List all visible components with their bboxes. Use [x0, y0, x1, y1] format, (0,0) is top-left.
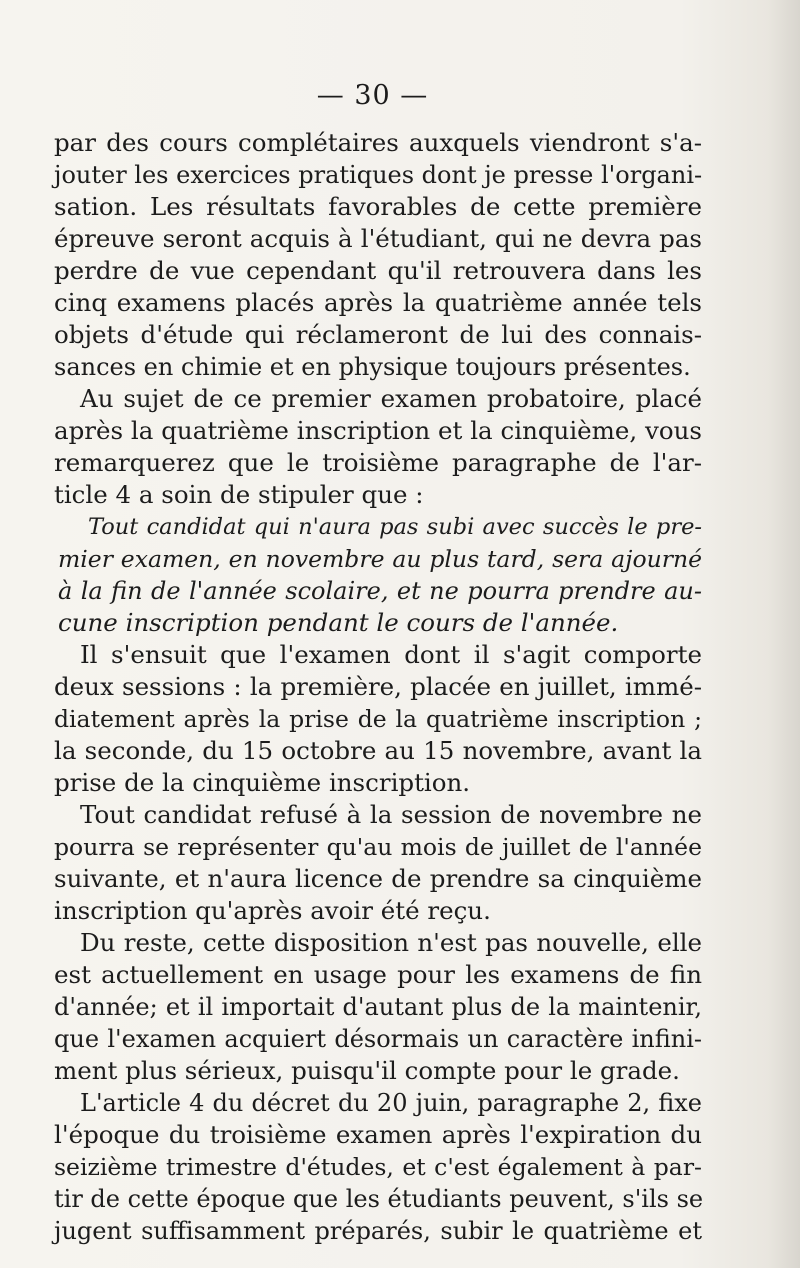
text-line: diatement après la prise de la quatrième inscription ;	[54, 705, 702, 733]
text-line: Au sujet de ce premier examen probatoire, placé	[80, 384, 702, 413]
text-line: est actuellement en usage pour les examens de fin	[54, 960, 702, 989]
text-line: inscription qu'après avoir été reçu.	[54, 896, 491, 925]
text-line: Tout candidat refusé à la session de novembre ne	[80, 800, 702, 829]
text-line: après la quatrième inscription et la cinquième, vous	[54, 416, 702, 445]
text-line: ment plus sérieux, puisqu'il compte pour le grade.	[54, 1056, 680, 1085]
text-line: deux sessions : la première, placée en juillet, immé-	[54, 672, 702, 701]
text-line: par des cours complétaires auxquels viendront s'a-	[54, 128, 702, 157]
text-line: sances en chimie et en physique toujours présentes.	[54, 353, 691, 381]
text-line: jouter les exercices pratiques dont je presse l'organi-	[54, 161, 703, 189]
quoted-line: à la fin de l'année scolaire, et ne pourra prendre au-	[58, 577, 702, 605]
quoted-line: Tout candidat qui n'aura pas subi avec succès le pre-	[88, 514, 702, 540]
text-line: suivante, et n'aura licence de prendre sa cinquième	[54, 864, 702, 893]
text-line: prise de la cinquième inscription.	[54, 768, 471, 797]
text-line: L'article 4 du décret du 20 juin, paragraphe 2, fixe	[80, 1089, 702, 1117]
text-line: pourra se représenter qu'au mois de juillet de l'année	[54, 833, 702, 861]
text-line: Il s'ensuit que l'examen dont il s'agit comporte	[80, 640, 702, 669]
text-line: Du reste, cette disposition n'est pas nouvelle, elle	[80, 928, 702, 957]
page-body	[54, 127, 702, 1247]
text-line: ticle 4 a soin de stipuler que :	[54, 480, 424, 509]
page-number: — 30 —	[316, 80, 429, 111]
text-line: remarquerez que le troisième paragraphe de l'ar-	[54, 448, 702, 477]
quoted-line: cune inscription pendant le cours de l'année.	[58, 608, 619, 637]
text-line: d'année; et il importait d'autant plus de la maintenir,	[54, 993, 702, 1021]
text-line: que l'examen acquiert désormais un caractère infini-	[54, 1025, 702, 1053]
text-line: épreuve seront acquis à l'étudiant, qui ne devra pas	[54, 224, 702, 253]
text-line: l'époque du troisième examen après l'expiration du	[54, 1120, 702, 1149]
text-line: jugent suffisamment préparés, subir le quatrième et	[54, 1217, 702, 1245]
text-line: cinq examens placés après la quatrième année tels	[54, 288, 702, 317]
text-line: tir de cette époque que les étudiants peuvent, s'ils se	[54, 1185, 704, 1213]
text-line: perdre de vue cependant qu'il retrouvera dans les	[54, 256, 702, 285]
text-line: la seconde, du 15 octobre au 15 novembre, avant la	[54, 736, 702, 765]
text-line: seizième trimestre d'études, et c'est également à par-	[54, 1153, 702, 1181]
text-line: objets d'étude qui réclameront de lui des connais-	[54, 320, 702, 349]
text-line: sation. Les résultats favorables de cette première	[54, 192, 702, 221]
quoted-line: mier examen, en novembre au plus tard, sera ajourné	[58, 545, 702, 573]
